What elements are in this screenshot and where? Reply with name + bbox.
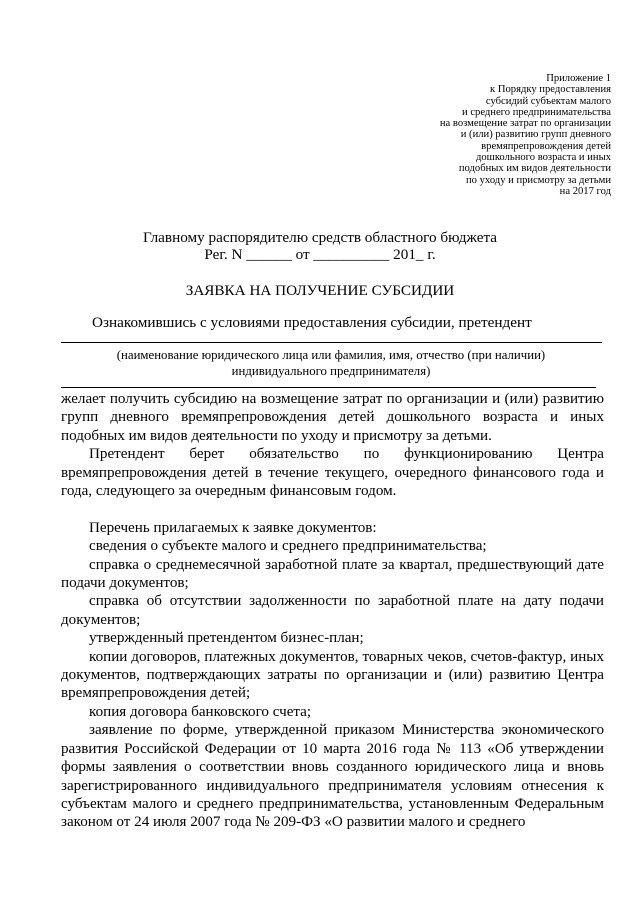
doc-item: утвержденный претендентом бизнес-план; (89, 630, 364, 647)
caption-line: (наименование юридического лица или фамилия, имя, отчество (при наличии) (116, 348, 546, 362)
applicant-name-line-2 (61, 387, 596, 388)
paragraph-obligation: Претендент берет обязательство по функционированию Центра времяпрепровождения детей в течение текущего, очередного финансового года и года, следующего за очередным финансовым годом. (61, 446, 604, 500)
appendix-line: дошкольного возраста и иных (475, 152, 611, 164)
doc-item: справка о среднемесячной заработной плате за квартал, предшествующий дате подачи документов; (61, 556, 604, 592)
applicant-caption (61, 347, 601, 379)
addressee-line: Главному распорядителю средств областного бюджета (142, 229, 498, 246)
appendix-line: и (или) развитию групп дневного (460, 129, 611, 141)
document-title: ЗАЯВКА НА ПОЛУЧЕНИЕ СУБСИДИИ (185, 282, 455, 299)
appendix-line: к Порядку предоставления (490, 84, 611, 96)
appendix-line: на возмещение затрат по организации (439, 118, 611, 130)
appendix-line: и среднего предпринимательства (462, 106, 611, 118)
doc-item: копия договора банковского счета; (89, 703, 312, 720)
appendix-line: по уходу и присмотру за детьми (466, 174, 611, 186)
appendix-line: субсидий субъектам малого (485, 95, 611, 107)
docs-heading: Перечень прилагаемых к заявке документов: (89, 519, 377, 536)
paragraph-intent: желает получить субсидию на возмещение затрат по организации и (или) развитию групп дневного времяпрепровождения детей дошкольного возраста и иных подобных им видов деятельности по уходу и присмотру за детьми. (61, 391, 604, 444)
applicant-name-line (61, 342, 602, 343)
doc-item: сведения о субъекте малого и среднего предпринимательства; (89, 538, 487, 555)
addressee-block (0, 229, 640, 263)
registration-line: Рег. N ______ от __________ 201_ г. (204, 246, 436, 263)
doc-item: справка об отсутствии задолженности по заработной плате на дату подачи документов; (61, 593, 604, 628)
appendix-note (351, 73, 611, 197)
appendix-line: на 2017 год (559, 185, 611, 197)
appendix-line: времяпрепровождения детей (481, 140, 611, 152)
spacer (61, 500, 604, 518)
document-body (61, 390, 604, 832)
intro-text: Ознакомившись с условиями предоставления субсидии, претендент (92, 314, 532, 331)
appendix-line: Приложение 1 (546, 73, 611, 84)
doc-item: заявление по форме, утвержденной приказом Министерства экономического развития Российской Федерации от 10 марта 2016 года № 113 «Об утверждении формы заявления о соответствии вновь созданного юридического лица и вновь зарегистрированного индивидуального предпринимателя условиям отнесения к субъектам малого и среднего предпринимательства, установленным Федеральным законом от 24 июля 2007 года № 209-ФЗ «О развитии малого и среднего (61, 722, 604, 831)
caption-line: индивидуального предпринимателя) (231, 364, 431, 378)
doc-item: копии договоров, платежных документов, товарных чеков, счетов-фактур, иных документов, подтверждающих затраты по организации и (или) развитию Центра времяпрепровождения детей; (61, 648, 604, 702)
appendix-line: подобных им видов деятельности (458, 163, 611, 175)
